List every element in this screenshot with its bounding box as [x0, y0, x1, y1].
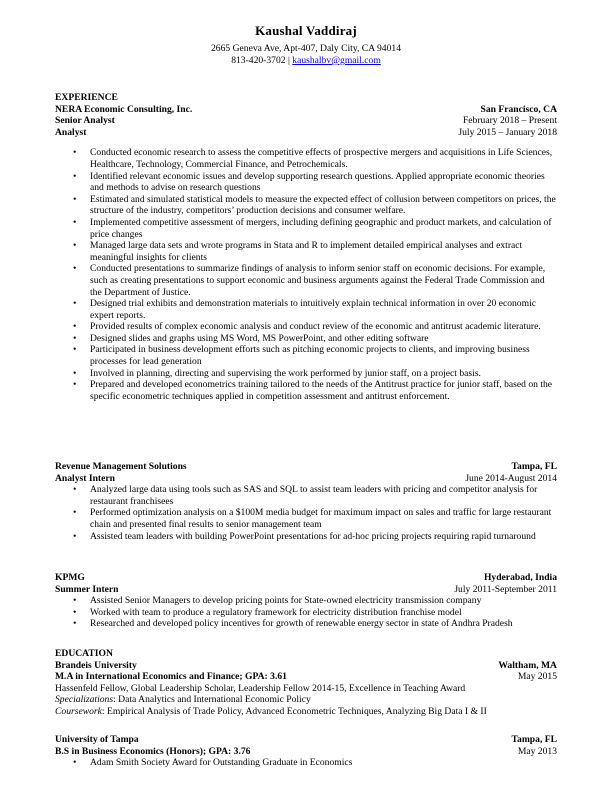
coursework-label: Coursework [55, 705, 102, 717]
job-bullets [55, 484, 557, 542]
bullet-item: • Worked with team to produce a regulatory framework for electricity distribution franchise model [55, 607, 557, 619]
degree-row [55, 671, 557, 683]
bullet-item: • Conducted economic research to assess the competitive effects of prospective mergers and acquisitions in Life Sciences, Healthcare, Technology, Commercial Finance, and Petrochemicals. [55, 147, 557, 170]
bullet-item: • Assisted team leaders with building PowerPoint presentations for ad-hoc pricing projects requiring rapid turnaround [55, 531, 557, 543]
role-row [55, 584, 557, 596]
school-location: Tampa, FL [511, 734, 557, 745]
role-title: Senior Analyst [55, 115, 115, 127]
job-location: San Francisco, CA [480, 103, 557, 115]
bullet-item: • Assisted Senior Managers to develop pricing points for State-owned electricity transmission company [55, 595, 557, 607]
company-name: Revenue Management Solutions [55, 461, 187, 472]
school-bullets [55, 757, 557, 769]
specializations-line [55, 694, 557, 706]
bullet-item: • Participated in business development efforts such as pitching economic projects to clients, and improving business processes for lead generation [55, 344, 557, 367]
education-heading: EDUCATION [55, 648, 113, 659]
email-link[interactable]: kaushalbv@gmail.com [292, 55, 381, 66]
phone: 813-420-3702 | [231, 55, 290, 66]
role-row [55, 115, 557, 127]
role-dates: July 2015 – January 2018 [458, 126, 557, 138]
contact-line [55, 55, 557, 67]
role-row [55, 127, 557, 139]
job-header [55, 572, 557, 584]
company-name: KPMG [55, 572, 85, 583]
candidate-name: Kaushal Vaddiraj [255, 23, 357, 38]
job-header [55, 104, 557, 116]
bullet-item: • Analyzed large data using tools such as SAS and SQL to assist team leaders with pricing and competitor analysis for restaurant franchisees [55, 484, 557, 507]
coursework-line [55, 706, 557, 718]
role-dates: February 2018 – Present [462, 115, 557, 127]
role-title: Summer Intern [55, 583, 119, 595]
degree: B.S in Business Economics (Honors); GPA: 3.76 [55, 745, 251, 757]
role-dates: June 2014-August 2014 [465, 472, 557, 484]
degree-date: May 2015 [517, 671, 557, 683]
job-location: Tampa, FL [511, 461, 557, 472]
experience-heading: EXPERIENCE [55, 92, 118, 103]
job-bullets [55, 147, 557, 402]
school-name: University of Tampa [55, 734, 139, 745]
experience-section [55, 92, 557, 402]
degree-date: May 2013 [517, 745, 557, 757]
role-title: Analyst Intern [55, 472, 115, 484]
degree: M.A in International Economics and Finance; GPA: 3.61 [55, 671, 287, 683]
job-block [55, 461, 557, 542]
degree-row [55, 746, 557, 758]
role-dates: July 2011-September 2011 [454, 583, 557, 595]
bullet-item: • Prepared and developed econometrics training tailored to the needs of the Antitrust practice for junior staff, based on the specific econometric techniques applied in competition assessment and antitrust enforcement. [55, 379, 557, 402]
role-title: Analyst [55, 126, 87, 138]
bullet-item: • Adam Smith Society Award for Outstanding Graduate in Economics [55, 757, 557, 769]
school-header [55, 660, 557, 672]
school-block [55, 734, 557, 769]
bullet-item: • Estimated and simulated statistical models to measure the expected effect of collusion between competitors on prices, the structure of the industry, competitors’ production decisions and consumer welfare. [55, 194, 557, 217]
company-name: NERA Economic Consulting, Inc. [55, 103, 193, 115]
job-header [55, 461, 557, 473]
education-section [55, 648, 557, 718]
specializations-value: : Data Analytics and International Economic Policy [113, 694, 311, 706]
job-block [55, 572, 557, 630]
bullet-item: • Performed optimization analysis on a $100M media budget for maximum impact on sales and traffic for large restaurant chain and presented final results to senior management team [55, 507, 557, 530]
bullet-item: • Managed large data sets and wrote programs in Stata and R to implement detailed empirical analyses and extract meaningful insights for clients [55, 240, 557, 263]
bullet-item: • Provided results of complex economic analysis and conduct review of the economic and antitrust academic literature. [55, 321, 557, 333]
bullet-item: • Implemented competitive assessment of mergers, including defining geographic and product markets, and calculation of price changes [55, 217, 557, 240]
job-bullets [55, 595, 557, 630]
address: 2665 Geneva Ave, Apt-407, Daly City, CA 94014 [211, 43, 401, 54]
bullet-item: • Designed slides and graphs using MS Word, MS PowerPoint, and other editing software [55, 333, 557, 345]
bullet-item: • Involved in planning, directing and supervising the work performed by junior staff, on a project basis. [55, 368, 557, 380]
school-header [55, 734, 557, 746]
bullet-item: • Conducted presentations to summarize findings of analysis to inform senior staff on economic decisions. For example, such as creating presentations to support economic and business arguments against the Federal Trade Commission and the Department of Justice. [55, 263, 557, 298]
honors-line: Hassenfeld Fellow, Global Leadership Scholar, Leadership Fellow 2014-15, Excellence in Teaching Award [55, 682, 466, 694]
bullet-item: • Designed trial exhibits and demonstration materials to intuitively explain technical information in over 20 economic expert reports. [55, 298, 557, 321]
specializations-label: Specializations [55, 694, 114, 706]
bullet-item: • Identified relevant economic issues and develop supporting research questions. Applied appropriate economic theories and methods to advise on research questions [55, 171, 557, 194]
coursework-value: : Empirical Analysis of Trade Policy, Advanced Econometric Techniques, Analyzing Big Data I & II [101, 705, 487, 717]
job-location: Hyderabad, India [483, 572, 557, 583]
school-name: Brandeis University [55, 659, 137, 671]
school-location: Waltham, MA [498, 659, 557, 671]
bullet-item: • Researched and developed policy incentives for growth of renewable energy sector in state of Andhra Pradesh [55, 618, 557, 630]
role-row [55, 473, 557, 485]
